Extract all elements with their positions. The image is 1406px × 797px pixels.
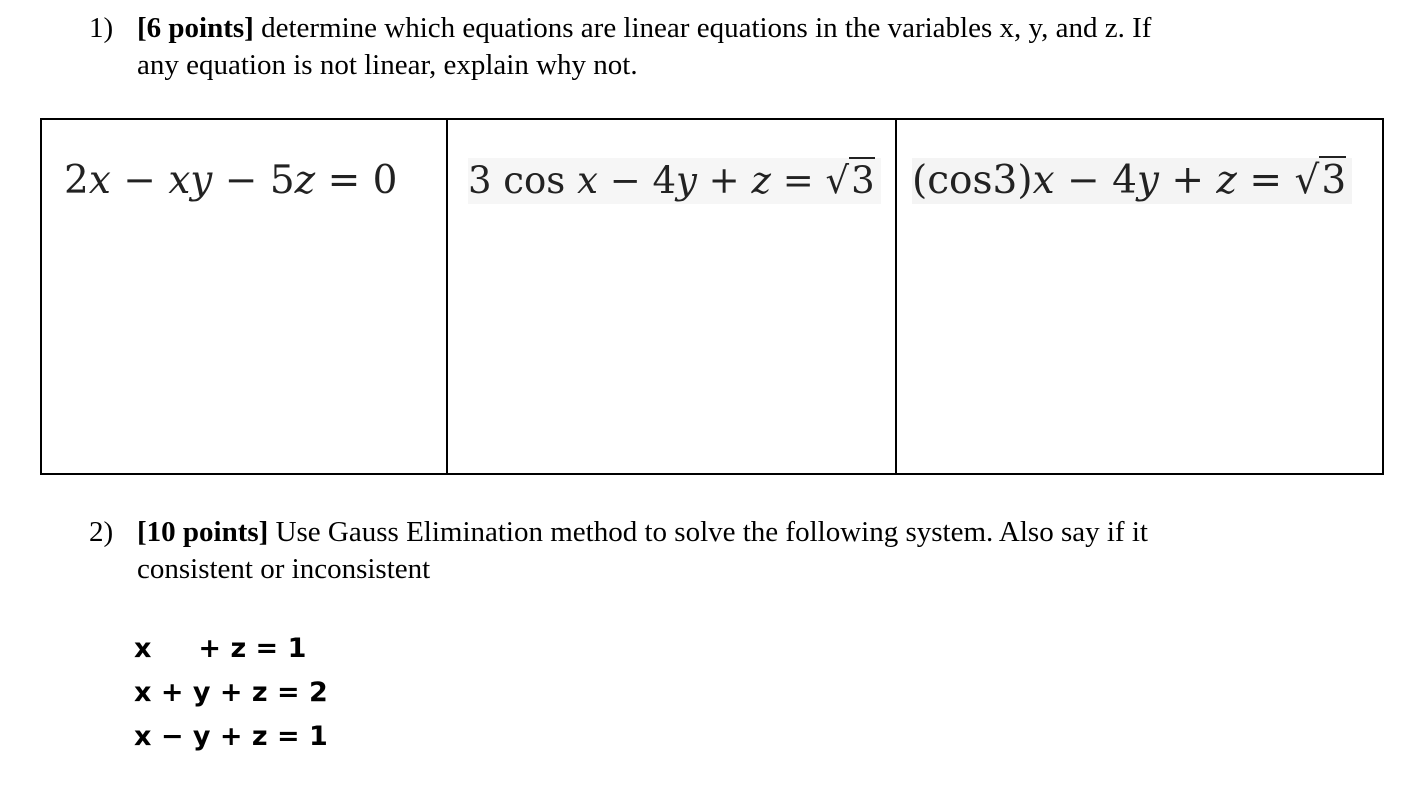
system-row-1: x + z = 1 xyxy=(134,633,307,664)
question-2-line1: Use Gauss Elimination method to solve the following system. Also say if it xyxy=(268,516,1148,548)
equation-cell-3 xyxy=(896,119,1383,474)
question-2-text xyxy=(137,514,1148,588)
square-root: √3 xyxy=(825,159,875,202)
square-root: √3 xyxy=(1294,158,1347,203)
linear-system xyxy=(134,627,328,759)
question-2-points: [10 points] xyxy=(137,516,269,548)
equation-cell-1 xyxy=(41,119,447,474)
equation-cell-2 xyxy=(447,119,896,474)
question-1-number: 1) xyxy=(89,12,114,44)
system-row-2: x + y + z = 2 xyxy=(134,677,328,708)
equation-table xyxy=(40,118,1384,475)
question-1-points: [6 points] xyxy=(137,12,254,44)
question-1-line1: determine which equations are linear equations in the variables x, y, and z. If xyxy=(253,12,1152,44)
question-1-line2: any equation is not linear, explain why not. xyxy=(137,49,638,81)
equation-3: (cos3)x − 4y + z = √3 xyxy=(912,158,1352,204)
system-row-3: x − y + z = 1 xyxy=(134,721,328,752)
question-1-text xyxy=(137,10,1151,84)
equation-2: 3 cos x − 4y + z = √3 xyxy=(468,158,881,204)
question-2-line2: consistent or inconsistent xyxy=(137,553,431,585)
equation-1: 2x − xy − 5z = 0 xyxy=(64,158,398,203)
question-2-number: 2) xyxy=(89,516,114,548)
